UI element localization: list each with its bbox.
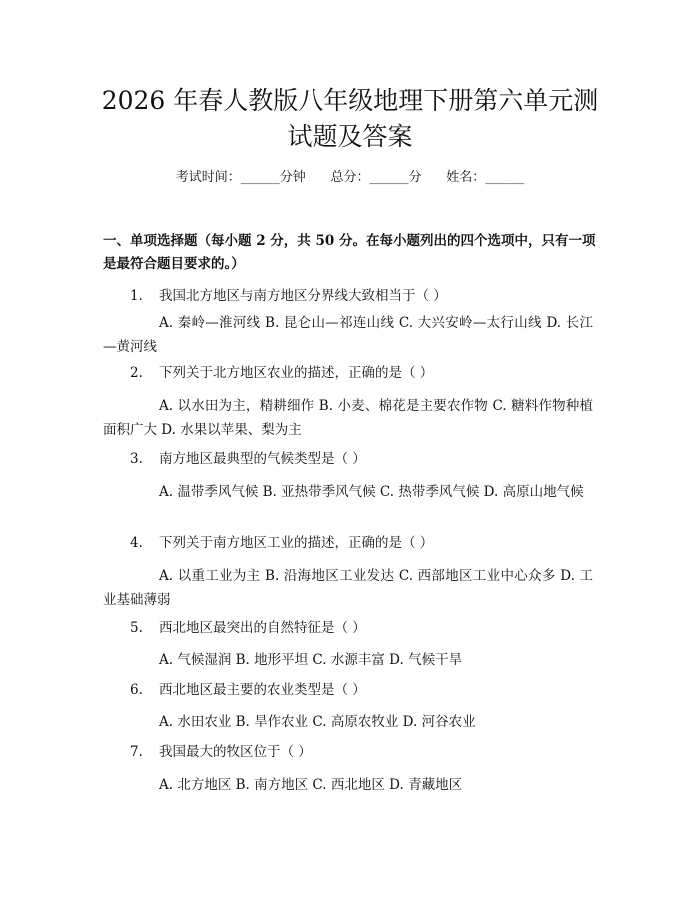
question-5-options: A. 气候湿润 B. 地形平坦 C. 水源丰富 D. 气候干旱 — [159, 652, 463, 668]
question-stem: 我国最大的牧区位于（ ） — [159, 744, 312, 760]
question-7-options: A. 北方地区 B. 南方地区 C. 西北地区 D. 青藏地区 — [159, 777, 463, 793]
question-number: 7. — [130, 744, 143, 760]
question-3-options: A. 温带季风气候 B. 亚热带季风气候 C. 热带季风气候 D. 高原山地气候 — [159, 484, 584, 500]
question-2-options: A. 以水田为主，精耕细作 B. 小麦、棉花是主要农作物 C. 糖料作物种植面积广大 D. 水果以苹果、梨为主 — [103, 398, 593, 438]
document-title-line-1: 2026 年春人教版八年级地理下册第六单元测 — [101, 86, 599, 115]
question-4-options: A. 以重工业为主 B. 沿海地区工业发达 C. 西部地区工业中心众多 D. 工业基础薄弱 — [103, 568, 593, 608]
document-title-line-2: 试题及答案 — [287, 122, 413, 151]
question-number: 6. — [130, 682, 143, 698]
section-heading: 一、单项选择题（每小题 2 分，共 50 分。在每小题列出的四个选项中，只有一项是最符合题目要求的。） — [103, 233, 596, 272]
question-number: 3. — [130, 451, 143, 467]
exam-meta-line: 考试时间：______分钟 总分：______分 姓名：______ — [175, 170, 525, 185]
question-stem: 下列关于北方地区农业的描述，正确的是（ ） — [159, 365, 434, 381]
question-stem: 我国北方地区与南方地区分界线大致相当于（ ） — [159, 288, 447, 304]
question-number: 4. — [130, 535, 143, 551]
question-1-options: A. 秦岭—淮河线 B. 昆仑山—祁连山线 C. 大兴安岭—太行山线 D. 长江—黄河线 — [103, 315, 593, 355]
question-number: 2. — [130, 365, 143, 381]
question-number: 5. — [130, 620, 143, 636]
question-6-options: A. 水田农业 B. 旱作农业 C. 高原农牧业 D. 河谷农业 — [159, 714, 476, 730]
question-number: 1. — [130, 288, 143, 304]
question-stem: 下列关于南方地区工业的描述，正确的是（ ） — [159, 535, 434, 551]
question-stem: 西北地区最主要的农业类型是（ ） — [159, 682, 366, 698]
question-stem: 南方地区最典型的气候类型是（ ） — [159, 451, 366, 467]
question-stem: 西北地区最突出的自然特征是（ ） — [159, 620, 366, 636]
